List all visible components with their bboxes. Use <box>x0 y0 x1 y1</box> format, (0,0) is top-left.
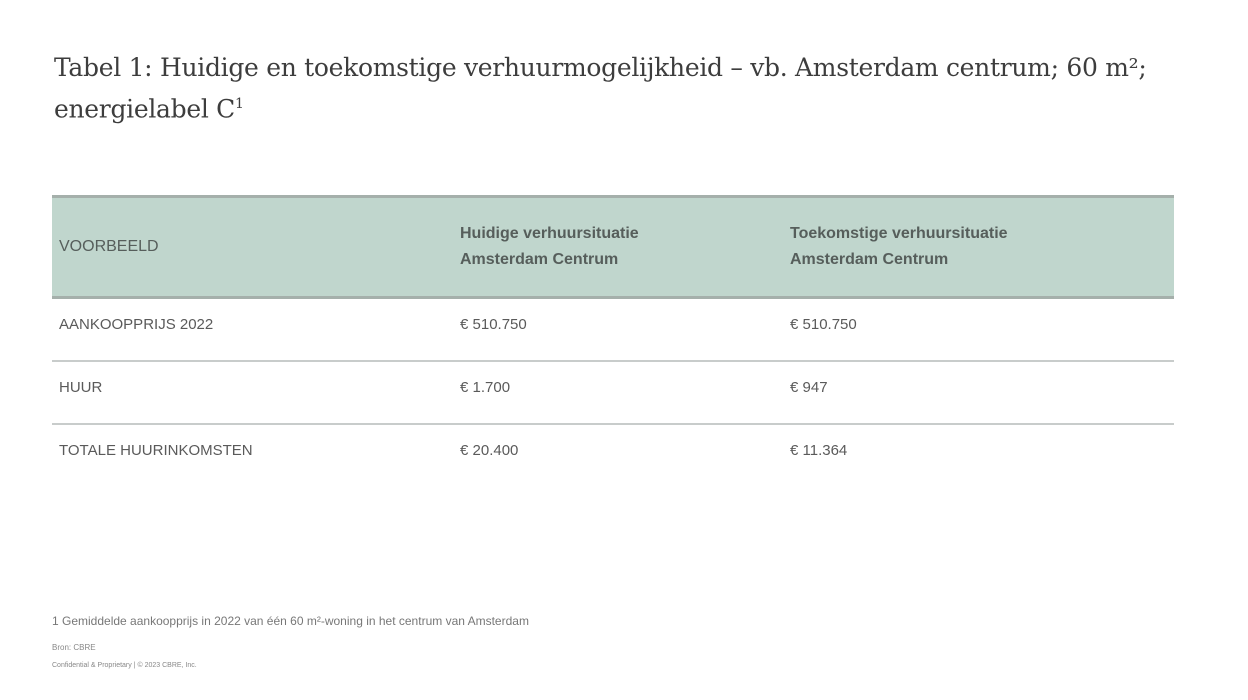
row-label: HUUR <box>59 379 103 396</box>
row-label: AANKOOPPRIJS 2022 <box>59 316 214 333</box>
header-current <box>454 221 786 273</box>
title-text: Tabel 1: Huidige en toekomstige verhuurmogelijkheid – vb. Amsterdam centrum; 60 m²; energielabel C <box>54 53 1147 124</box>
header-line2: Amsterdam Centrum <box>460 251 619 268</box>
rental-comparison-table <box>52 195 1174 486</box>
header-example <box>52 234 454 260</box>
footnote: 1 Gemiddelde aankoopprijs in 2022 van één 60 m²-woning in het centrum van Amsterdam <box>52 614 529 628</box>
table-row <box>52 362 1174 425</box>
header-line1: Toekomstige verhuursituatie <box>790 225 1008 242</box>
table-header <box>52 195 1174 299</box>
table-row <box>52 425 1174 486</box>
current-value: € 20.400 <box>460 442 519 459</box>
copyright-note: Confidential & Proprietary | © 2023 CBRE, Inc. <box>52 662 197 669</box>
row-label: TOTALE HUURINKOMSTEN <box>59 442 253 459</box>
current-value: € 510.750 <box>460 316 527 333</box>
table-row <box>52 299 1174 362</box>
footnote-marker: 1 <box>235 96 244 112</box>
header-line2: Amsterdam Centrum <box>790 251 949 268</box>
future-value: € 11.364 <box>790 442 848 459</box>
header-label: VOORBEELD <box>59 238 159 255</box>
future-value: € 510.750 <box>790 316 857 333</box>
source-note: Bron: CBRE <box>52 643 96 652</box>
header-future <box>786 221 1174 273</box>
future-value: € 947 <box>790 379 828 396</box>
table-title <box>54 50 1174 127</box>
header-line1: Huidige verhuursituatie <box>460 225 639 242</box>
current-value: € 1.700 <box>460 379 511 396</box>
